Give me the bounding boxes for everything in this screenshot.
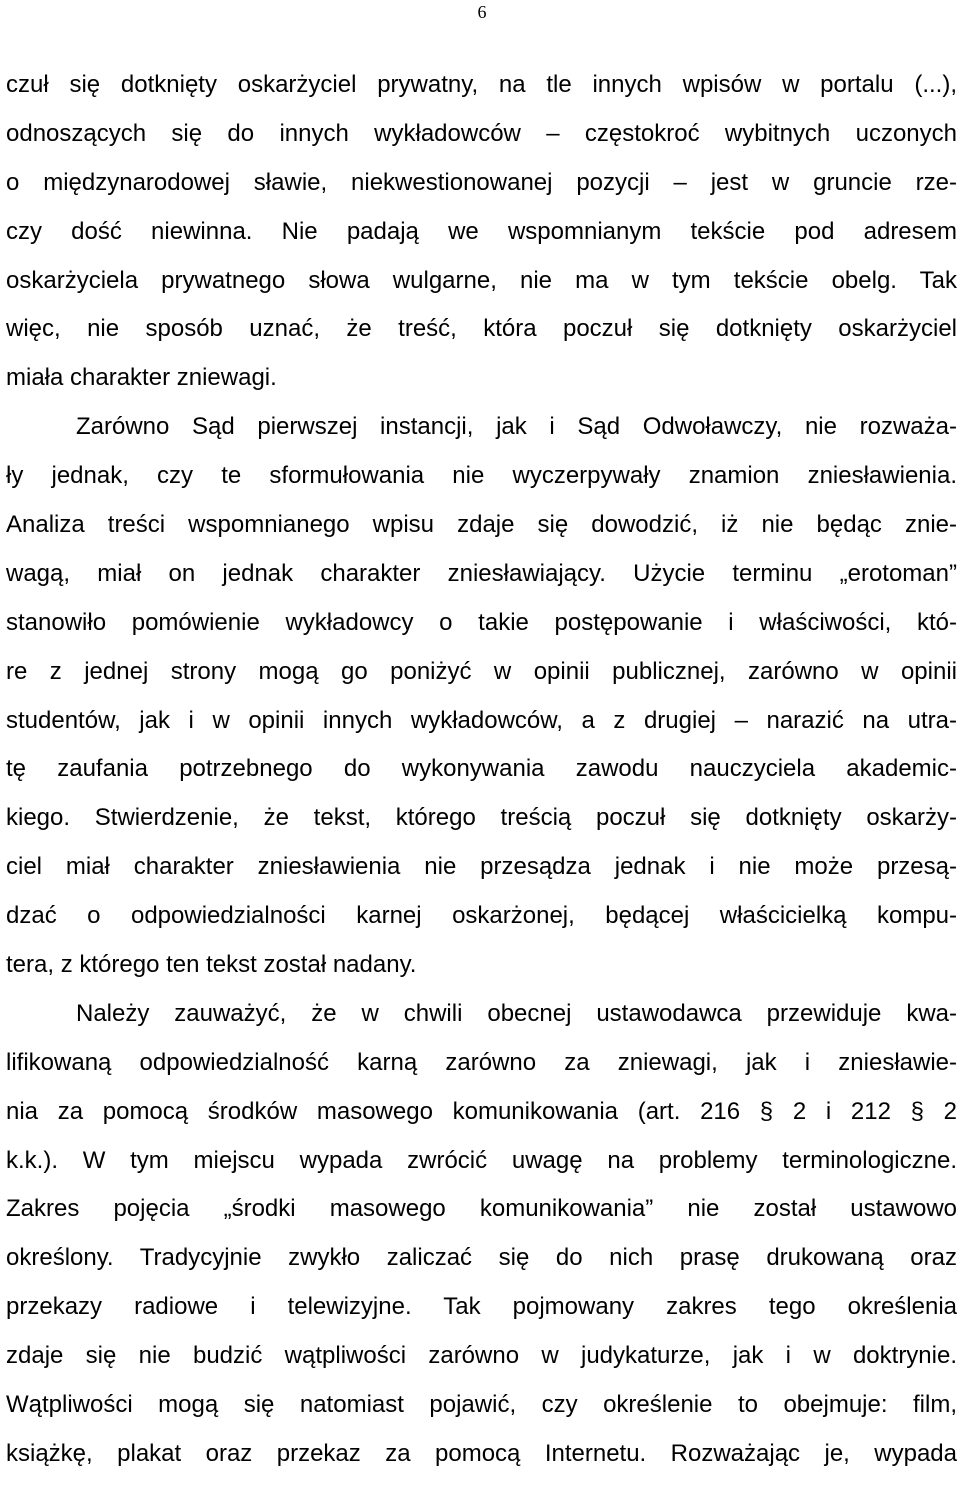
text-line: czuł się dotknięty oskarżyciel prywatny, na tle innych wpisów w portalu (...), (6, 71, 957, 98)
text-line: wagą, miał on jednak charakter zniesławiający. Użycie terminu „erotoman” (6, 559, 957, 587)
text-line: więc, nie sposób uznać, że treść, która poczuł się dotknięty oskarżyciel (6, 315, 957, 343)
text-line: studentów, jak i w opinii innych wykładowców, a z drugiej – narazić na utra- (6, 706, 957, 734)
text-line: miała charakter zniewagi. (6, 364, 277, 392)
text-line: dzać o odpowiedzialności karnej oskarżonej, będącej właścicielką kompu- (6, 902, 957, 930)
text-line: Zakres pojęcia „środki masowego komunikowania” nie został ustawowo (6, 1195, 957, 1223)
body-text (6, 61, 957, 1479)
text-line: kiego. Stwierdzenie, że tekst, którego treścią poczuł się dotknięty oskarży- (6, 804, 957, 832)
text-line: odnoszących się do innych wykładowców – częstokroć wybitnych uczonych (6, 119, 957, 147)
text-line: stanowiło pomówienie wykładowcy o takie postępowanie i właściwości, któ- (6, 608, 957, 636)
text-line: lifikowaną odpowiedzialność karną zarówno za zniewagi, jak i zniesławie- (6, 1048, 957, 1076)
text-line: czy dość niewinna. Nie padają we wspomnianym tekście pod adresem (6, 217, 957, 245)
text-line: o międzynarodowej sławie, niekwestionowanej pozycji – jest w gruncie rze- (6, 168, 957, 196)
page-number: 6 (477, 2, 487, 22)
text-line: oskarżyciela prywatnego słowa wulgarne, nie ma w tym tekście obelg. Tak (6, 266, 957, 294)
text-line: ły jednak, czy te sformułowania nie wyczerpywały znamion zniesławienia. (6, 462, 957, 490)
text-line: Analiza treści wspomnianego wpisu zdaje się dowodzić, iż nie będąc znie- (6, 511, 957, 539)
text-line: książkę, plakat oraz przekaz za pomocą Internetu. Rozważając je, wypada (6, 1439, 957, 1467)
text-line: Zarówno Sąd pierwszej instancji, jak i Sąd Odwoławczy, nie rozważa- (76, 413, 957, 441)
text-line: Należy zauważyć, że w chwili obecnej ustawodawca przewiduje kwa- (76, 999, 957, 1027)
text-line: tera, z którego ten tekst został nadany. (6, 951, 417, 979)
text-line: k.k.). W tym miejscu wypada zwrócić uwagę na problemy terminologiczne. (6, 1146, 957, 1174)
text-line: określony. Tradycyjnie zwykło zaliczać się do nich prasę drukowaną oraz (6, 1244, 957, 1272)
text-line: Wątpliwości mogą się natomiast pojawić, czy określenie to obejmuje: film, (6, 1391, 957, 1419)
text-line: zdaje się nie budzić wątpliwości zarówno w judykaturze, jak i w doktrynie. (6, 1342, 957, 1370)
text-line: przekazy radiowe i telewizyjne. Tak pojmowany zakres tego określenia (6, 1293, 957, 1321)
text-line: nia za pomocą środków masowego komunikowania (art. 216 § 2 i 212 § 2 (6, 1097, 957, 1125)
text-line: re z jednej strony mogą go poniżyć w opinii publicznej, zarówno w opinii (6, 657, 957, 685)
text-line: tę zaufania potrzebnego do wykonywania zawodu nauczyciela akademic- (6, 755, 957, 783)
text-line: ciel miał charakter zniesławienia nie przesądza jednak i nie może przesą- (6, 853, 957, 881)
